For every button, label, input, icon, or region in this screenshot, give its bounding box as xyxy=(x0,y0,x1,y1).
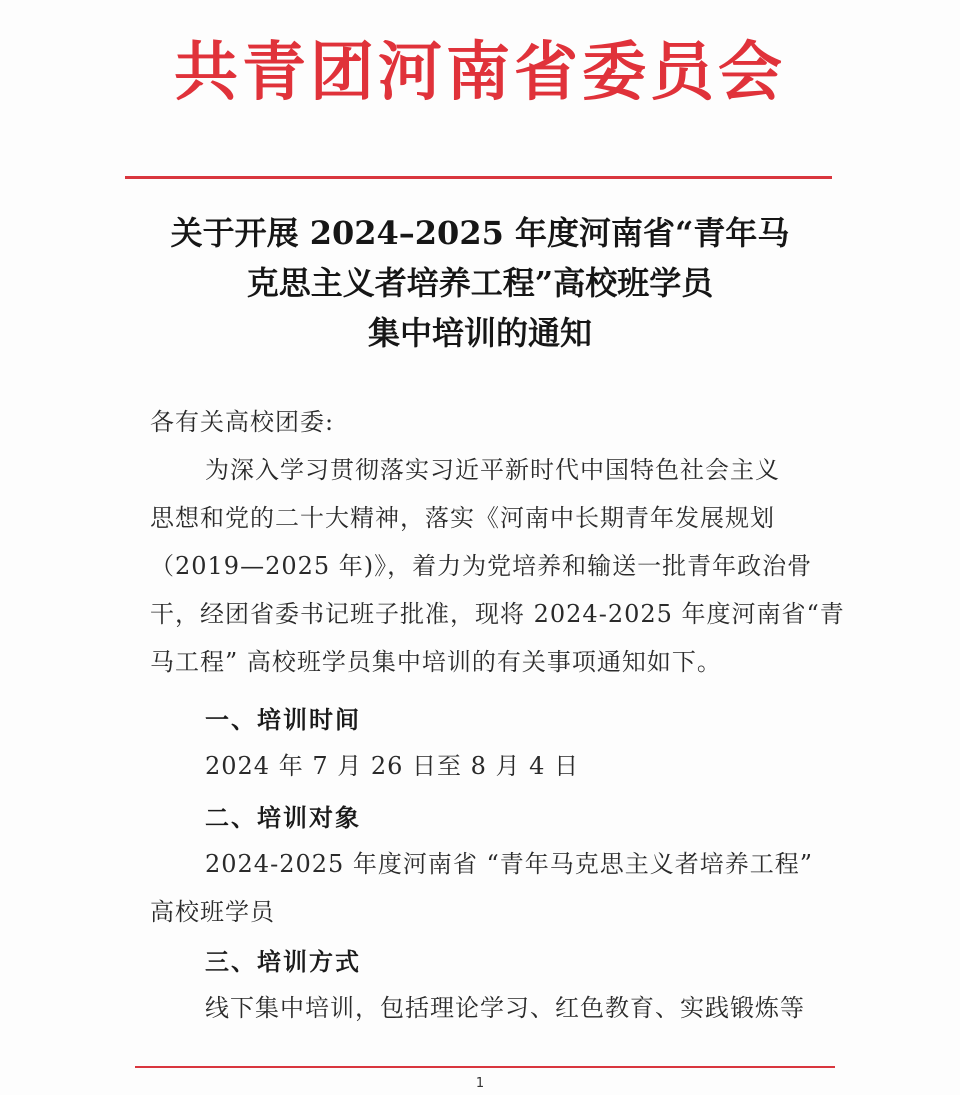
intro-line: 干，经团省委书记班子批准，现将 2024-2025 年度河南省“青 xyxy=(150,600,845,628)
title-line-3: 集中培训的通知 xyxy=(367,314,592,352)
section-content-line: 高校班学员 xyxy=(150,898,275,926)
intro-line: 为深入学习贯彻落实习近平新时代中国特色社会主义 xyxy=(205,456,780,484)
document-title xyxy=(130,208,830,358)
section-content-line: 线下集中培训，包括理论学习、红色教育、实践锻炼等 xyxy=(205,994,805,1022)
section-heading-training-target: 二、培训对象 xyxy=(205,804,361,832)
section-content-line: 2024 年 7 月 26 日至 8 月 4 日 xyxy=(205,752,580,780)
intro-line: 马工程” 高校班学员集中培训的有关事项通知如下。 xyxy=(150,648,722,676)
intro-line: （2019—2025 年)》，着力为党培养和输送一批青年政治骨 xyxy=(150,552,813,580)
title-line-2: 克思主义者培养工程”高校班学员 xyxy=(246,264,714,302)
page-number: 1 xyxy=(475,1076,485,1091)
salutation: 各有关高校团委: xyxy=(150,408,335,436)
header-red-rule xyxy=(125,176,832,179)
section-heading-training-method: 三、培训方式 xyxy=(205,948,361,976)
section-content-line: 2024-2025 年度河南省 “青年马克思主义者培养工程” xyxy=(205,850,814,878)
organization-header: 共青团河南省委员会 xyxy=(174,36,786,110)
intro-line: 思想和党的二十大精神，落实《河南中长期青年发展规划 xyxy=(150,504,775,532)
footer-red-rule xyxy=(135,1066,835,1068)
title-line-1: 关于开展 2024–2025 年度河南省“青年马 xyxy=(170,214,790,252)
section-heading-training-time: 一、培训时间 xyxy=(205,706,361,734)
